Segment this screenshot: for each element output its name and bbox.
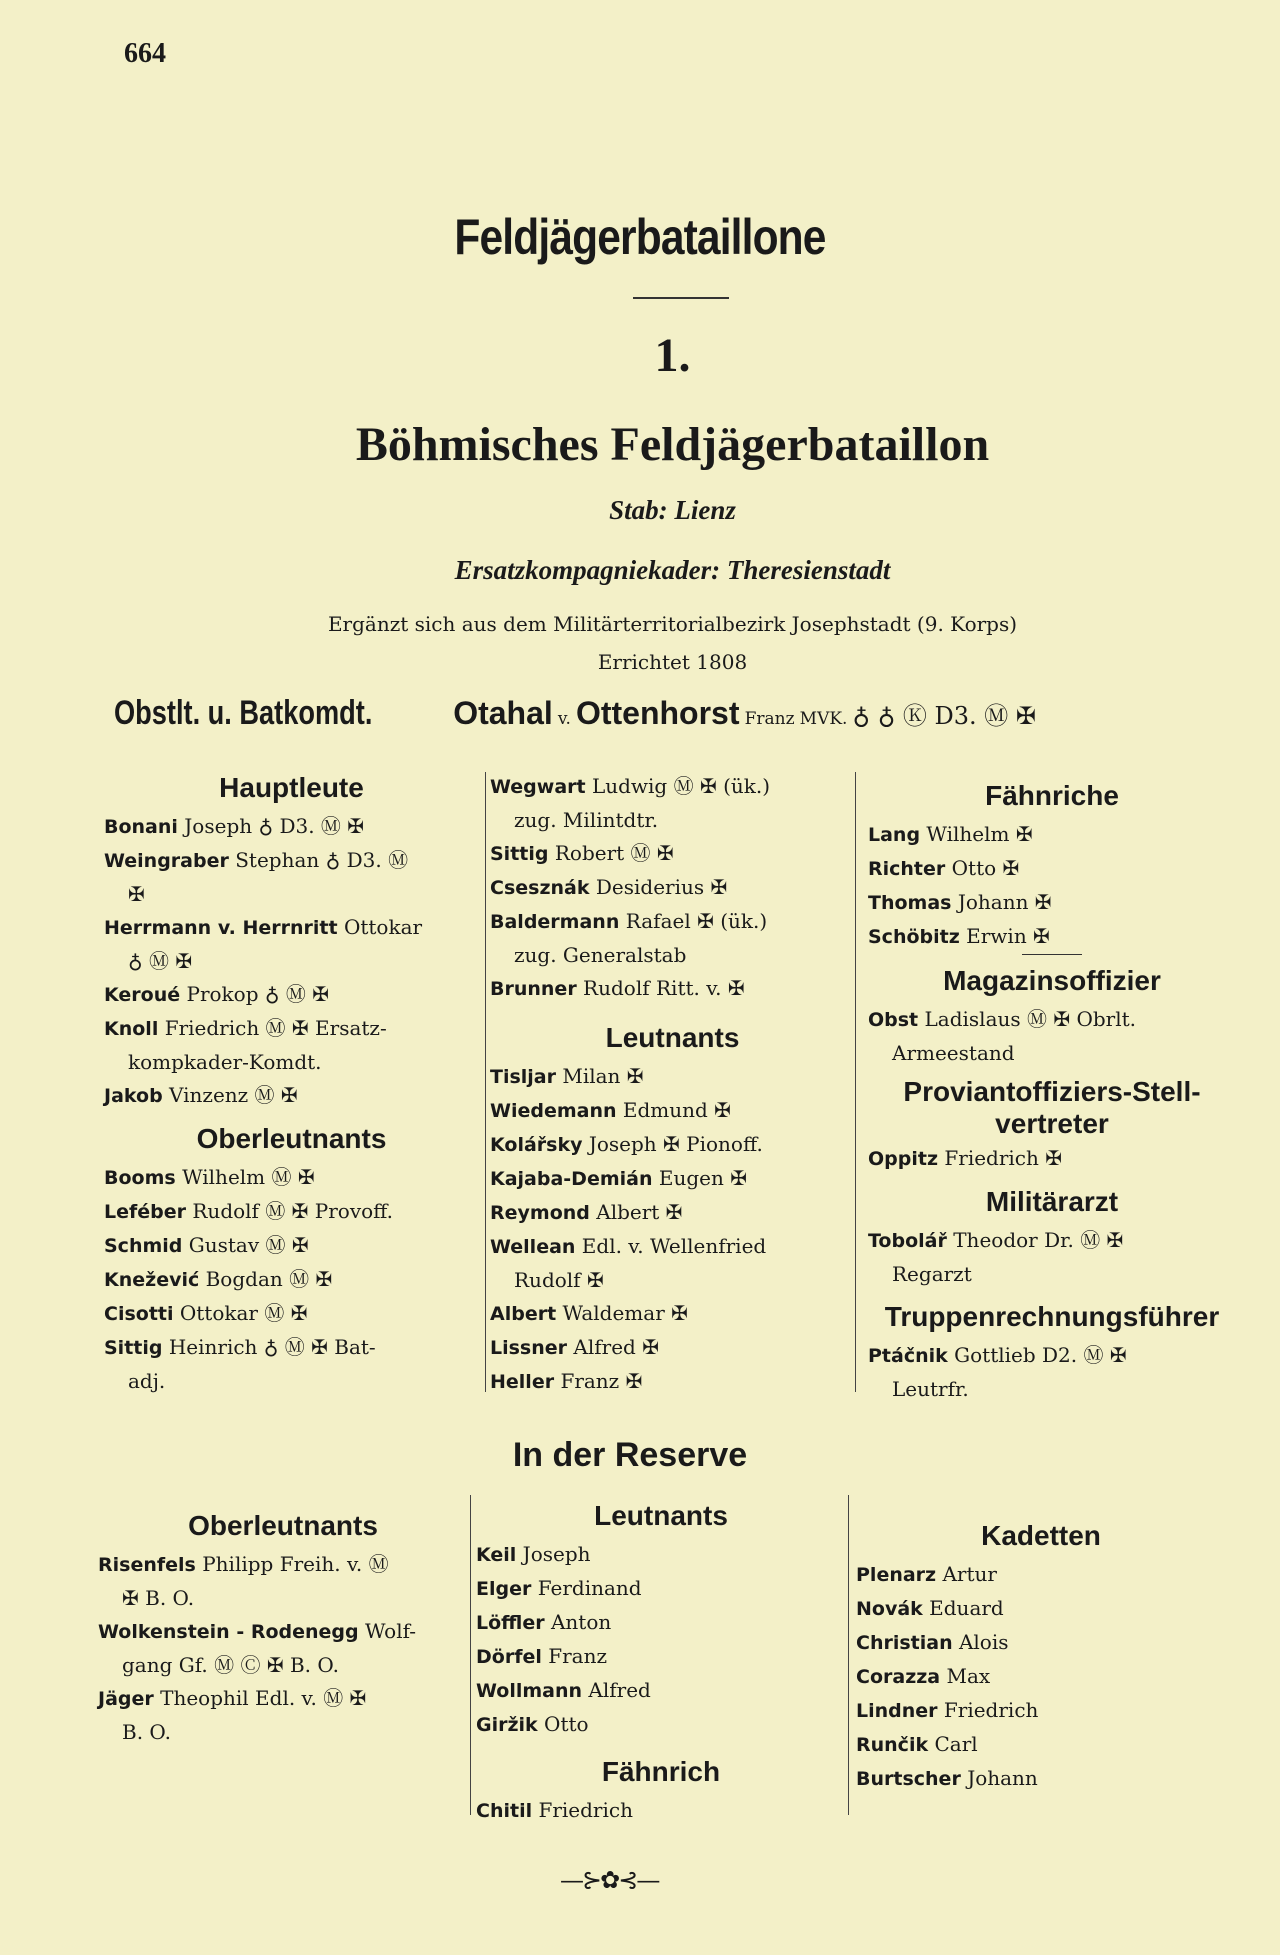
commander-line <box>114 694 1234 733</box>
entry-detail: Artur <box>942 1562 997 1586</box>
entry-continuation: ✠ <box>128 882 145 906</box>
list-item <box>868 886 1236 920</box>
entry-continuation: gang Gf. Ⓜ Ⓒ ✠ B. O. <box>122 1653 339 1677</box>
entry-detail: Friedrich Ⓜ ✠ Ersatz- <box>164 1016 387 1040</box>
entry-detail: Heinrich ♁ Ⓜ ✠ Bat- <box>168 1335 376 1359</box>
entry-detail: Max <box>946 1664 991 1688</box>
list-item <box>490 1297 855 1331</box>
entry-detail: Edmund ✠ <box>622 1098 731 1122</box>
entry-continuation: ✠ B. O. <box>122 1586 195 1610</box>
list-item <box>104 978 479 1012</box>
entry-detail: Rudolf Ritt. v. ✠ <box>583 976 745 1000</box>
entry-detail: Wilhelm ✠ <box>926 822 1033 846</box>
entry-surname: Heller <box>490 1371 555 1393</box>
entry-continuation: ♁ Ⓜ ✠ <box>128 949 193 973</box>
entry-surname: Lang <box>868 824 921 846</box>
list-item <box>490 972 855 1006</box>
list-item <box>490 1162 855 1196</box>
entry-surname: Jäger <box>98 1688 154 1710</box>
list-fahnriche <box>868 818 1236 954</box>
list-item <box>476 1572 846 1606</box>
erganzt-line: Ergänzt sich aus dem Militärterritorialbezirk Josephstadt (9. Korps) <box>327 612 1018 636</box>
entry-surname: Lissner <box>490 1337 568 1359</box>
entry-surname: Thomas <box>868 892 952 914</box>
reserve-heading: In der Reserve <box>512 1436 748 1474</box>
entry-surname: Baldermann <box>490 911 620 933</box>
entry-continuation: Rudolf ✠ <box>514 1268 604 1292</box>
list-item <box>104 1331 479 1365</box>
list-militararzt <box>868 1224 1236 1291</box>
reserve-divider-1 <box>470 1495 471 1815</box>
list-reserve-fahnrich <box>476 1794 846 1828</box>
entry-detail: Theophil Edl. v. Ⓜ ✠ <box>160 1686 367 1710</box>
list-hauptleute <box>104 810 479 1113</box>
list-item <box>490 1060 855 1094</box>
entry-surname: Richter <box>868 858 946 880</box>
entry-surname: Wollmann <box>476 1680 583 1702</box>
entry-detail: Stephan ♁ D3. Ⓜ <box>235 848 409 872</box>
entry-detail: Waldemar ✠ <box>562 1301 688 1325</box>
list-item <box>490 1365 855 1399</box>
entry-detail: Theodor Dr. Ⓜ ✠ <box>953 1228 1124 1252</box>
entry-surname: Reymond <box>490 1202 590 1224</box>
entry-surname: Keil <box>476 1544 517 1566</box>
list-item <box>868 1003 1236 1037</box>
list-item <box>868 852 1236 886</box>
list-item <box>868 1339 1236 1373</box>
list-reserve-oberleutnants <box>98 1548 468 1749</box>
list-item <box>104 1161 479 1195</box>
entry-surname: Runčik <box>856 1734 929 1756</box>
entry-surname: Ptáčnik <box>868 1345 948 1367</box>
list-item <box>490 1094 855 1128</box>
heading-fahnriche: Fähnriche <box>985 780 1119 811</box>
entry-surname: Sittig <box>104 1337 163 1359</box>
list-item <box>98 1615 468 1649</box>
entry-detail: Friedrich <box>538 1798 633 1822</box>
ersatz-line: Ersatzkompagniekader: Theresienstadt <box>454 555 891 585</box>
list-proviant <box>868 1142 1236 1176</box>
entry-detail: Otto <box>544 1712 589 1736</box>
list-item <box>868 818 1236 852</box>
list-item <box>476 1794 846 1828</box>
list-item <box>490 871 855 905</box>
entry-surname: Csesznák <box>490 877 590 899</box>
entry-surname: Wellean <box>490 1236 576 1258</box>
entry-surname: Dörfel <box>476 1646 542 1668</box>
battalion-number: 1. <box>654 329 691 382</box>
entry-detail: Anton <box>550 1610 612 1634</box>
list-leutnants <box>490 1060 855 1399</box>
heading-hauptleute: Hauptleute <box>219 772 364 803</box>
entry-detail: Alfred ✠ <box>573 1335 659 1359</box>
heading-truppenrechnungsfuhrer: Truppenrechnungsführer <box>884 1301 1220 1332</box>
entry-surname: Herrmann v. Herrnritt <box>104 917 338 939</box>
entry-surname: Giržik <box>476 1714 538 1736</box>
entry-surname: Wolkenstein - Rodenegg <box>98 1621 359 1643</box>
entry-detail: Friedrich <box>943 1698 1039 1722</box>
entry-detail: Ludwig Ⓜ ✠ (ük.) <box>591 774 771 798</box>
column-2 <box>490 770 855 1399</box>
entry-surname: Sittig <box>490 843 549 865</box>
entry-detail: Ferdinand <box>537 1576 642 1600</box>
commander-rank: Obstlt. u. Batkomdt. <box>114 694 373 732</box>
list-item <box>490 770 855 804</box>
ornament: —⊱✿⊰— <box>560 1866 659 1894</box>
list-item <box>868 920 1236 954</box>
reserve-column-2 <box>476 1490 846 1828</box>
entry-detail: Gottlieb D2. Ⓜ ✠ <box>954 1343 1127 1367</box>
entry-surname: Keroué <box>104 984 181 1006</box>
separator <box>1022 954 1082 955</box>
list-item <box>490 837 855 871</box>
heading-kadetten: Kadetten <box>981 1520 1101 1551</box>
entry-detail: Vinzenz Ⓜ ✠ <box>169 1083 298 1107</box>
list-item <box>490 1128 855 1162</box>
entry-continuation: kompkader-Komdt. <box>128 1050 322 1074</box>
entry-detail: Friedrich ✠ <box>944 1146 1063 1170</box>
entry-surname: Obst <box>868 1009 919 1031</box>
entry-surname: Knoll <box>104 1018 159 1040</box>
entry-detail: Franz <box>548 1644 608 1668</box>
entry-detail: Ottokar Ⓜ ✠ <box>179 1301 308 1325</box>
entry-detail: Joseph <box>522 1542 591 1566</box>
list-item <box>98 1682 468 1716</box>
list-reserve-leutnants <box>476 1538 846 1742</box>
list-item <box>856 1660 1226 1694</box>
list-item <box>490 1331 855 1365</box>
list-item <box>490 905 855 939</box>
entry-surname: Knežević <box>104 1269 200 1291</box>
list-item <box>490 1196 855 1230</box>
entry-detail: Johann <box>967 1766 1038 1790</box>
list-item <box>856 1626 1226 1660</box>
list-item <box>476 1640 846 1674</box>
entry-detail: Desiderius ✠ <box>595 875 728 899</box>
entry-surname: Cisotti <box>104 1303 174 1325</box>
list-item <box>104 1195 479 1229</box>
list-item <box>868 1224 1236 1258</box>
entry-detail: Johann ✠ <box>957 890 1052 914</box>
list-item <box>476 1674 846 1708</box>
entry-detail: Otto ✠ <box>951 856 1020 880</box>
entry-detail: Eugen ✠ <box>658 1166 747 1190</box>
entry-surname: Brunner <box>490 978 577 1000</box>
entry-surname: Löffler <box>476 1612 545 1634</box>
entry-surname: Weingraber <box>104 850 229 872</box>
entry-surname: Jakob <box>104 1085 163 1107</box>
page-title: Feldjägerbataillone <box>454 209 826 265</box>
heading-militararzt: Militärarzt <box>985 1186 1119 1217</box>
entry-surname: Novák <box>856 1598 923 1620</box>
list-item <box>98 1548 468 1582</box>
commander-award: MVK. <box>799 709 848 729</box>
list-item <box>104 911 479 945</box>
list-item <box>856 1558 1226 1592</box>
entry-continuation: adj. <box>128 1369 166 1393</box>
entry-surname: Bonani <box>104 816 178 838</box>
entry-surname: Kajaba-Demián <box>490 1168 653 1190</box>
errichtet-line: Errichtet 1808 <box>597 650 748 674</box>
entry-detail: Robert Ⓜ ✠ <box>554 841 674 865</box>
entry-surname: Chitil <box>476 1800 533 1822</box>
entry-surname: Tisljar <box>490 1066 556 1088</box>
entry-detail: Wolf- <box>364 1619 417 1643</box>
list-item <box>856 1592 1226 1626</box>
list-item <box>476 1606 846 1640</box>
heading-leutnants: Leutnants <box>605 1022 740 1053</box>
list-kadetten <box>856 1558 1226 1796</box>
heading-reserve-leutnants: Leutnants <box>594 1500 728 1531</box>
heading-magazinsoffizier: Magazinsoffizier <box>943 965 1161 996</box>
commander-decorations: ♁ ♁ Ⓚ D3. Ⓜ ✠ <box>852 702 1037 730</box>
entry-continuation: B. O. <box>122 1720 171 1744</box>
entry-detail: Gustav Ⓜ ✠ <box>188 1233 309 1257</box>
list-truppenrechnungsfuhrer <box>868 1339 1236 1406</box>
entry-surname: Tobolář <box>868 1230 947 1252</box>
entry-continuation: zug. Generalstab <box>514 943 687 967</box>
list-item <box>868 1142 1236 1176</box>
list-oberleutnants-cont <box>490 770 855 1006</box>
entry-detail: Rafael ✠ (ük.) <box>625 909 768 933</box>
entry-surname: Elger <box>476 1578 532 1600</box>
entry-detail: Wilhelm Ⓜ ✠ <box>182 1165 315 1189</box>
entry-detail: Alfred <box>588 1678 651 1702</box>
entry-detail: Edl. v. Wellenfried <box>581 1234 767 1258</box>
entry-surname: Albert <box>490 1303 557 1325</box>
heading-reserve-fahnrich: Fähnrich <box>601 1756 721 1787</box>
entry-surname: Plenarz <box>856 1564 937 1586</box>
entry-detail: Ladislaus Ⓜ ✠ Obrlt. <box>924 1007 1137 1031</box>
page-number: 664 <box>124 38 166 69</box>
heading-reserve-oberleutnants: Oberleutnants <box>188 1510 378 1541</box>
commander-surname: Otahal <box>453 695 553 731</box>
list-item <box>104 1079 479 1113</box>
list-magazinsoffizier <box>868 1003 1236 1070</box>
entry-detail: Carl <box>934 1732 978 1756</box>
list-item <box>476 1538 846 1572</box>
list-item <box>104 844 479 878</box>
list-item <box>856 1694 1226 1728</box>
entry-surname: Wiedemann <box>490 1100 617 1122</box>
entry-surname: Christian <box>856 1632 953 1654</box>
entry-surname: Leféber <box>104 1201 187 1223</box>
entry-surname: Schmid <box>104 1235 183 1257</box>
entry-surname: Schöbitz <box>868 926 960 948</box>
entry-surname: Burtscher <box>856 1768 961 1790</box>
commander-given: Franz <box>744 709 795 729</box>
entry-surname: Kolářsky <box>490 1134 583 1156</box>
column-divider-2 <box>855 772 856 1392</box>
entry-surname: Booms <box>104 1167 176 1189</box>
entry-detail: Joseph ♁ D3. Ⓜ ✠ <box>184 814 365 838</box>
entry-detail: Rudolf Ⓜ ✠ Provoff. <box>192 1199 394 1223</box>
entry-detail: Bogdan Ⓜ ✠ <box>205 1267 333 1291</box>
entry-surname: Corazza <box>856 1666 941 1688</box>
list-item <box>104 1263 479 1297</box>
entry-continuation: Armeestand <box>892 1041 1015 1065</box>
commander-surname2: Ottenhorst <box>575 695 740 731</box>
list-item <box>104 1012 479 1046</box>
commander-particle: v. <box>557 709 571 729</box>
list-item <box>104 1229 479 1263</box>
list-item <box>856 1762 1226 1796</box>
entry-detail: Albert ✠ <box>596 1200 683 1224</box>
list-item <box>490 1230 855 1264</box>
column-divider-1 <box>485 772 486 1392</box>
heading-oberleutnants: Oberleutnants <box>196 1123 387 1154</box>
entry-detail: Ottokar <box>343 915 423 939</box>
entry-detail: Eduard <box>929 1596 1004 1620</box>
reserve-divider-2 <box>848 1495 849 1815</box>
title-rule <box>633 297 729 299</box>
list-item <box>476 1708 846 1742</box>
entry-surname: Oppitz <box>868 1148 939 1170</box>
list-item <box>104 810 479 844</box>
battalion-name: Böhmisches Feldjägerbataillon <box>355 418 990 471</box>
entry-surname: Wegwart <box>490 776 586 798</box>
entry-detail: Milan ✠ <box>562 1064 644 1088</box>
column-3 <box>868 770 1236 1406</box>
entry-detail: Erwin ✠ <box>966 924 1050 948</box>
list-item <box>104 1297 479 1331</box>
entry-continuation: Regarzt <box>892 1262 972 1286</box>
reserve-column-3 <box>856 1510 1226 1796</box>
entry-continuation: Leutrfr. <box>892 1377 969 1401</box>
list-oberleutnants <box>104 1161 479 1398</box>
entry-continuation: zug. Milintdtr. <box>514 808 659 832</box>
stab-line: Stab: Lienz <box>609 495 736 525</box>
entry-detail: Alois <box>958 1630 1009 1654</box>
entry-surname: Lindner <box>856 1700 938 1722</box>
entry-surname: Risenfels <box>98 1554 196 1576</box>
entry-detail: Philipp Freih. v. Ⓜ <box>202 1552 389 1576</box>
entry-detail: Prokop ♁ Ⓜ ✠ <box>186 982 329 1006</box>
reserve-column-1 <box>98 1500 468 1749</box>
entry-detail: Joseph ✠ Pionoff. <box>588 1132 763 1156</box>
column-1 <box>104 762 479 1398</box>
entry-detail: Franz ✠ <box>560 1369 643 1393</box>
list-item <box>856 1728 1226 1762</box>
heading-proviant: Proviantoffiziers-Stell-vertreter <box>903 1076 1201 1139</box>
